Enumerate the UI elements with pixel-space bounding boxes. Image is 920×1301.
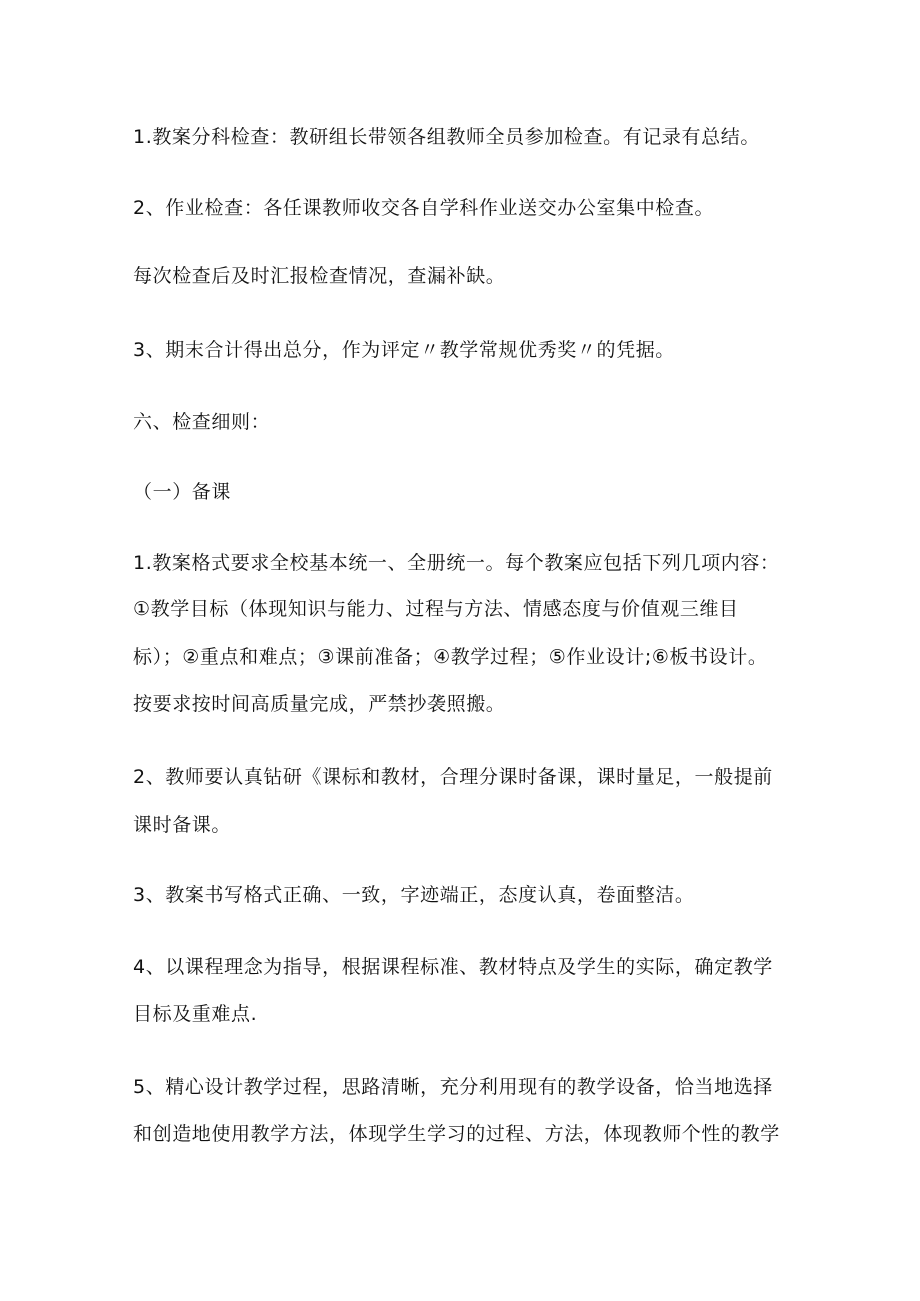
paragraph-line: 1.教案分科检查：教研组长带领各组教师全员参加检查。有记录有总结。 — [133, 126, 760, 148]
paragraph-line: 目标及重难点. — [133, 1003, 258, 1025]
paragraph-line: 3、期末合计得出总分，作为评定〃教学常规优秀奖〃的凭据。 — [133, 339, 675, 361]
paragraph-line: 课时备课。 — [133, 814, 232, 836]
paragraph-line: 标）；②重点和难点；③课前准备；④教学过程；⑤作业设计;⑥板书设计。 — [133, 646, 768, 668]
paragraph-line: 3、教案书写格式正确、一致，字迹端正，态度认真，卷面整洁。 — [133, 884, 695, 906]
paragraph-line: ①教学目标（体现知识与能力、过程与方法、情感态度与价值观三维目 — [133, 598, 739, 620]
paragraph-line: 2、作业检查：各任课教师收交各自学科作业送交办公室集中检查。 — [133, 197, 715, 219]
section-heading: 六、检查细则： — [133, 411, 271, 433]
paragraph-line: 4、以课程理念为指导，根据课程标准、教材特点及学生的实际，确定教学 — [133, 956, 773, 978]
subsection-heading: （一）备课 — [133, 481, 232, 503]
paragraph-line: 和创造地使用教学方法，体现学生学习的过程、方法，体现教师个性的教学 — [133, 1123, 780, 1145]
paragraph-line: 2、教师要认真钻研《课标和教材，合理分课时备课，课时量足，一般提前 — [133, 766, 773, 788]
paragraph-line: 按要求按时间高质量完成，严禁抄袭照搬。 — [133, 693, 506, 715]
paragraph-line: 5、精心设计教学过程，思路清晰，充分利用现有的教学设备，恰当地选择 — [133, 1076, 773, 1098]
paragraph-line: 每次检查后及时汇报检查情况，查漏补缺。 — [133, 265, 506, 287]
paragraph-line: 1.教案格式要求全校基本统一、全册统一。每个教案应包括下列几项内容： — [133, 552, 780, 574]
